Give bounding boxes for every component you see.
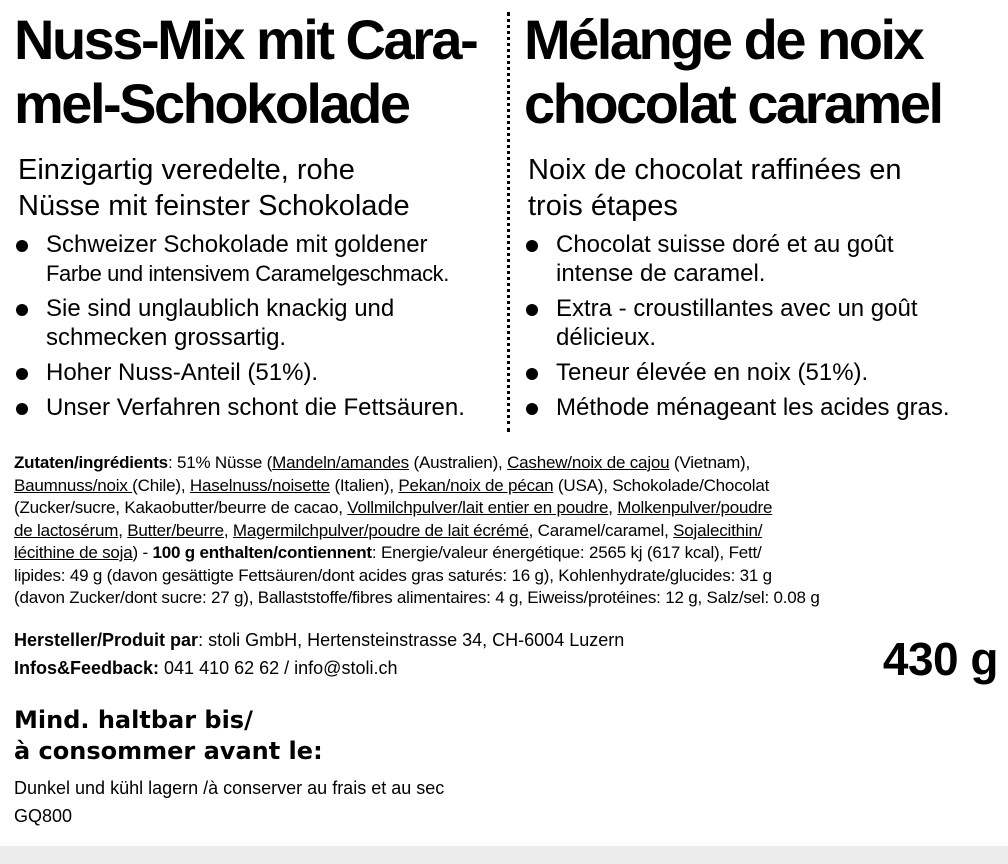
manufacturer-line bbox=[14, 626, 624, 654]
ingredients-line bbox=[14, 587, 999, 610]
german-bullet-list bbox=[14, 230, 500, 422]
french-subtitle bbox=[528, 152, 1008, 224]
bullet-text: schmecken grossartig. bbox=[46, 324, 287, 351]
bullet-text: Chocolat suisse doré et au goût bbox=[556, 231, 894, 258]
lot-code: GQ800 bbox=[14, 806, 73, 826]
best-before-label bbox=[14, 705, 323, 767]
german-title-line: Nuss-Mix mit Cara- bbox=[14, 8, 477, 71]
allergen-text: Haselnuss/noisette bbox=[189, 475, 330, 495]
bullet-text: Sie sind unglaublich knackig und bbox=[46, 295, 395, 322]
ingredients-text: , bbox=[118, 520, 128, 540]
french-title bbox=[524, 8, 1008, 136]
german-subtitle-line: Einzigartig veredelte, rohe bbox=[18, 154, 355, 186]
allergen-text: Butter/beurre bbox=[127, 520, 224, 540]
allergen-text: Vollmilchpulver/lait entier en poudre bbox=[347, 498, 609, 517]
ingredients-line bbox=[14, 542, 999, 565]
bullet-item bbox=[524, 393, 1008, 422]
bullet-item bbox=[524, 358, 1008, 387]
ingredients-block bbox=[14, 452, 999, 610]
bullet-text: délicieux. bbox=[556, 324, 657, 351]
german-title-line: mel-Schokolade bbox=[14, 72, 409, 135]
allergen-text: Cashew/noix de cajou bbox=[507, 453, 670, 472]
allergen-text: Sojalecithin/ bbox=[673, 520, 763, 540]
ingredients-text: (Italien), bbox=[329, 475, 399, 495]
manufacturer-block bbox=[14, 626, 624, 682]
allergen-text: Baumnuss/noix bbox=[14, 475, 133, 495]
bullet-text: Schweizer Schokolade mit goldener bbox=[46, 231, 428, 258]
ingredients-text: : Energie/valeur énergétique: 2565 kj (617 kcal), Fett/ bbox=[371, 543, 762, 562]
ingredients-text: , Caramel/caramel, bbox=[528, 520, 674, 540]
allergen-text: Magermilchpulver/poudre de lait écrémé bbox=[232, 520, 529, 540]
bullet-item bbox=[14, 358, 500, 387]
german-title bbox=[14, 8, 500, 136]
bullet-item bbox=[524, 230, 1008, 288]
storage-instructions: Dunkel und kühl lagern /à conserver au frais et au sec bbox=[14, 778, 445, 798]
ingredients-text: (Chile), bbox=[132, 475, 190, 495]
bullet-item bbox=[14, 393, 500, 422]
bullet-item bbox=[14, 294, 500, 352]
allergen-text: Mandeln/amandes bbox=[272, 453, 409, 472]
ingredients-text: , bbox=[223, 520, 233, 540]
bullet-text: intense de caramel. bbox=[556, 260, 766, 287]
feedback-line bbox=[14, 654, 624, 682]
ingredients-text: ) - bbox=[132, 543, 153, 562]
ingredients-text: lipides: 49 g (davon gesättigte Fettsäuren/dont acides gras saturés: 16 g), Kohlenhydrate/glucides: 31 g bbox=[14, 565, 772, 585]
bullet-text: Extra - croustillantes avec un goût bbox=[556, 295, 918, 322]
allergen-text: de lactosérum bbox=[14, 520, 119, 540]
ingredients-bold-text: Zutaten/ingrédients bbox=[14, 453, 168, 472]
ingredients-line bbox=[14, 475, 999, 498]
german-subtitle-line: Nüsse mit feinster Schokolade bbox=[18, 190, 410, 222]
bullet-text: Unser Verfahren schont die Fettsäuren. bbox=[46, 394, 465, 421]
ingredients-text: (Australien), bbox=[408, 453, 508, 472]
ingredients-line bbox=[14, 520, 999, 543]
ingredients-text: (davon Zucker/dont sucre: 27 g), Ballaststoffe/fibres alimentaires: 4 g, Eiweiss/protéines: 12 g, Salz/sel: 0.08 g bbox=[14, 588, 820, 607]
bullet-text: Farbe und intensivem Caramelgeschmack. bbox=[46, 261, 449, 286]
best-before-line: à consommer avant le: bbox=[14, 737, 323, 765]
bullet-text: Hoher Nuss-Anteil (51%). bbox=[46, 359, 319, 386]
french-subtitle-line: Noix de chocolat raffinées en bbox=[528, 154, 902, 186]
manufacturer-value: : stoli GmbH, Hertensteinstrasse 34, CH-6004 Luzern bbox=[198, 630, 625, 650]
german-subtitle bbox=[18, 152, 500, 224]
french-subtitle-line: trois étapes bbox=[528, 190, 678, 222]
manufacturer-label: Hersteller/Produit par bbox=[14, 630, 199, 650]
feedback-label: Infos&Feedback: bbox=[14, 658, 160, 678]
storage-block bbox=[14, 774, 444, 830]
french-title-line: chocolat caramel bbox=[524, 72, 942, 135]
best-before-line: Mind. haltbar bis/ bbox=[14, 706, 253, 734]
french-title-line: Mélange de noix bbox=[524, 8, 923, 71]
bullet-item bbox=[14, 230, 500, 288]
french-column bbox=[524, 0, 1008, 428]
bullet-text: Méthode ménageant les acides gras. bbox=[556, 394, 950, 421]
bullet-text: Teneur élevée en noix (51%). bbox=[556, 359, 869, 386]
ingredients-line bbox=[14, 497, 999, 520]
feedback-value: 041 410 62 62 / info@stoli.ch bbox=[159, 658, 398, 678]
ingredients-line bbox=[14, 565, 999, 588]
ingredients-bold-text: 100 g enthalten/contiennent bbox=[152, 543, 372, 562]
german-column bbox=[14, 0, 500, 428]
ingredients-text: (Zucker/sucre, Kakaobutter/beurre de cacao, bbox=[14, 498, 348, 517]
allergen-text: Pekan/noix de pécan bbox=[398, 475, 554, 495]
ingredients-text: (Vietnam), bbox=[669, 453, 751, 472]
ingredients-text: , bbox=[608, 498, 618, 517]
allergen-text: Molkenpulver/poudre bbox=[617, 498, 773, 517]
column-divider bbox=[507, 12, 510, 432]
french-bullet-list bbox=[524, 230, 1008, 422]
footer-strip bbox=[0, 846, 1008, 864]
bullet-item bbox=[524, 294, 1008, 352]
ingredients-text: (USA), Schokolade/Chocolat bbox=[553, 475, 770, 495]
ingredients-line bbox=[14, 452, 999, 475]
ingredients-text: : 51% Nüsse ( bbox=[167, 453, 273, 472]
allergen-text: lécithine de soja bbox=[14, 543, 133, 562]
net-weight: 430 g bbox=[882, 633, 998, 685]
